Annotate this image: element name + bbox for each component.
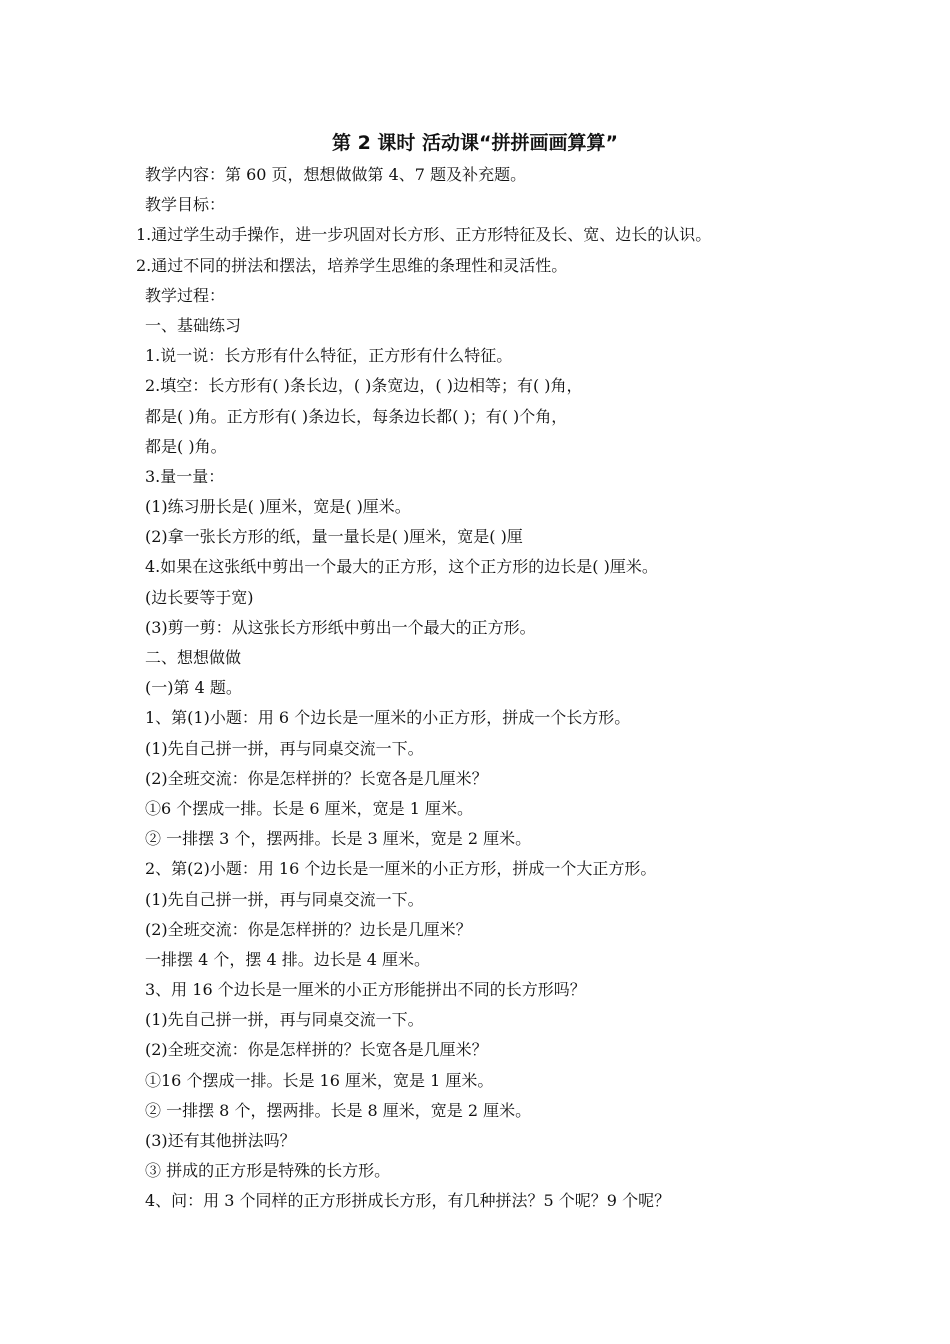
text-line: (3)还有其他拼法吗？ (145, 1131, 296, 1150)
text-line: ①6 个摆成一排。长是 6 厘米，宽是 1 厘米。 (145, 798, 473, 818)
text-line: 2、第(2)小题：用 16 个边长是一厘米的小正方形，拼成一个大正方形。 (145, 859, 657, 879)
text-line: (一)第 4 题。 (145, 678, 242, 698)
text-line: 4.如果在这张纸中剪出一个最大的正方形，这个正方形的边长是( )厘米。 (145, 557, 658, 577)
text-line: (1)先自己拼一拼，再与同桌交流一下。 (145, 1010, 424, 1030)
text-line: (边长要等于宽) (145, 587, 254, 607)
text-line: (1)先自己拼一拼，再与同桌交流一下。 (145, 738, 424, 758)
section-heading: 一、基础练习 (145, 315, 242, 335)
text-line: (2)全班交流：你是怎样拼的？边长是几厘米？ (145, 919, 472, 939)
text-line: 教学目标： (145, 195, 226, 215)
text-line: ①16 个摆成一排。长是 16 厘米，宽是 1 厘米。 (145, 1070, 494, 1090)
text-line: (1)先自己拼一拼，再与同桌交流一下。 (145, 889, 424, 909)
text-line: 一排摆 4 个，摆 4 排。边长是 4 厘米。 (145, 949, 431, 969)
text-line: ② 一排摆 3 个，摆两排。长是 3 厘米，宽是 2 厘米。 (145, 829, 532, 849)
text-line: 教学内容：第 60 页，想想做做第 4、7 题及补充题。 (145, 165, 527, 184)
section-heading: 二、想想做做 (145, 648, 242, 667)
text-line: 都是( )角。 (145, 436, 227, 456)
text-line: 教学过程： (145, 285, 226, 305)
text-line: ③ 拼成的正方形是特殊的长方形。 (145, 1161, 391, 1181)
lesson-title: 第 2 课时 活动课“拼拼画画算算” (331, 132, 619, 154)
text-line: 都是( )角。正方形有( )条边长，每条边长都( )；有( )个角， (145, 406, 568, 426)
text-line: (1)练习册长是( )厘米，宽是( )厘米。 (145, 497, 411, 517)
text-line: 3.量一量： (145, 466, 225, 486)
text-line: 4、问：用 3 个同样的正方形拼成长方形，有几种拼法？5 个呢？9 个呢？ (145, 1191, 671, 1211)
text-line: (2)全班交流：你是怎样拼的？长宽各是几厘米？ (145, 768, 488, 788)
text-line: 1、第(1)小题：用 6 个边长是一厘米的小正方形，拼成一个长方形。 (145, 708, 631, 728)
text-line: (3)剪一剪：从这张长方形纸中剪出一个最大的正方形。 (145, 617, 536, 637)
text-line: (2)拿一张长方形的纸，量一量长是( )厘米，宽是( )厘 (145, 527, 523, 547)
text-line: (2)全班交流：你是怎样拼的？长宽各是几厘米？ (145, 1040, 488, 1060)
text-line: 3、用 16 个边长是一厘米的小正方形能拼出不同的长方形吗？ (145, 980, 586, 1000)
text-line: ② 一排摆 8 个，摆两排。长是 8 厘米，宽是 2 厘米。 (145, 1100, 532, 1120)
lesson-body (0, 160, 950, 1217)
text-line: 1.通过学生动手操作，进一步巩固对长方形、正方形特征及长、宽、边长的认识。 (136, 225, 712, 245)
text-line: 1.说一说：长方形有什么特征，正方形有什么特征。 (145, 346, 513, 366)
text-line: 2.填空：长方形有( )条长边，( )条宽边，( )边相等；有( )角， (145, 376, 583, 396)
text-line: 2.通过不同的拼法和摆法，培养学生思维的条理性和灵活性。 (136, 255, 568, 275)
